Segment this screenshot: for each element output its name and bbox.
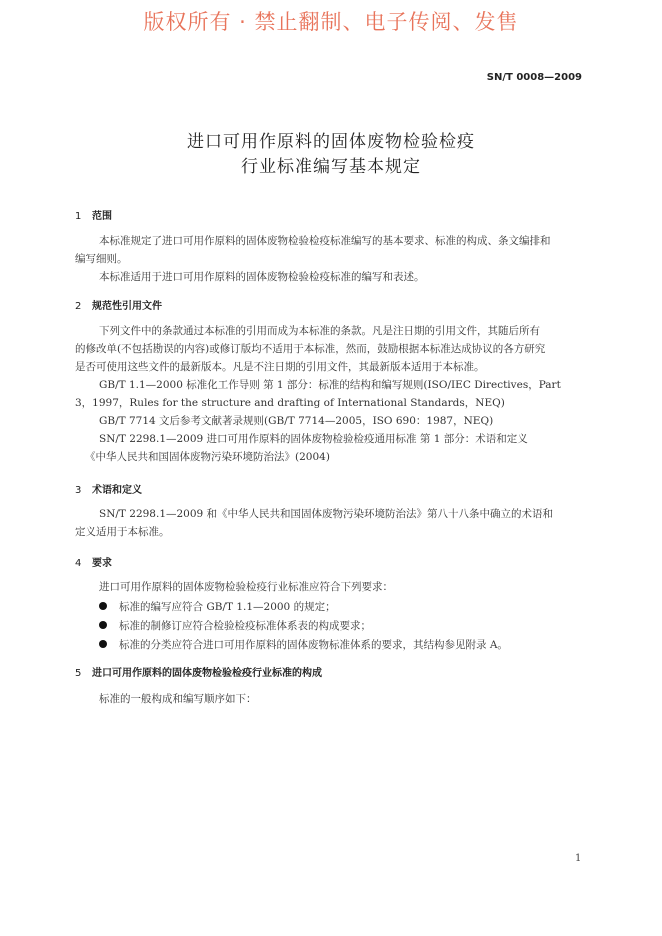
section-heading-composition bbox=[75, 664, 322, 679]
bullet-icon bbox=[99, 602, 107, 610]
paragraph-line: 定义适用于本标准。 bbox=[75, 526, 170, 538]
section-title: 范围 bbox=[92, 211, 112, 222]
paragraph-line: SN/T 2298.1—2009 和《中华人民共和国固体废物污染环境防治法》第八十八条中确立的术语和 bbox=[99, 508, 554, 520]
reference-line: 《中华人民共和国固体废物污染环境防治法》(2004) bbox=[85, 451, 330, 463]
page-number: 1 bbox=[575, 853, 582, 864]
section-number: 1 bbox=[75, 211, 82, 222]
paragraph-line: 下列文件中的条款通过本标准的引用而成为本标准的条款。凡是注日期的引用文件，其随后所有 bbox=[99, 325, 540, 337]
section-title: 要求 bbox=[92, 558, 112, 569]
list-item bbox=[99, 637, 508, 652]
paragraph-line: 进口可用作原料的固体废物检验检疫行业标准应符合下列要求： bbox=[99, 581, 393, 593]
bullet-icon bbox=[99, 640, 107, 648]
paragraph-line: 的修改单(不包括勘误的内容)或修订版均不适用于本标准，然而，鼓励根据本标准达成协议的各方研究 bbox=[75, 343, 546, 355]
section-title: 术语和定义 bbox=[92, 485, 142, 496]
section-number: 3 bbox=[75, 485, 82, 496]
document-title-line2: 行业标准编写基本规定 bbox=[241, 157, 421, 177]
bullet-icon bbox=[99, 621, 107, 629]
section-heading-scope bbox=[75, 207, 112, 222]
copyright-banner: 版权所有 · 禁止翻制、电子传阅、发售 bbox=[143, 10, 519, 34]
list-item bbox=[99, 599, 336, 614]
list-item-text: 标准的制修订应符合检验检疫标准体系表的构成要求； bbox=[119, 620, 371, 632]
section-heading-terms bbox=[75, 481, 142, 496]
list-item-text: 标准的编写应符合 GB/T 1.1—2000 的规定； bbox=[119, 601, 336, 613]
standard-number: SN/T 0008—2009 bbox=[486, 72, 582, 83]
section-title: 进口可用作原料的固体废物检验检疫行业标准的构成 bbox=[92, 668, 322, 679]
section-number: 5 bbox=[75, 668, 82, 679]
section-heading-normative-references bbox=[75, 297, 162, 312]
paragraph-line: 编写细则。 bbox=[75, 253, 128, 265]
section-title: 规范性引用文件 bbox=[92, 301, 162, 312]
reference-line: GB/T 7714 文后参考文献著录规则(GB/T 7714—2005，ISO 690：1987，NEQ) bbox=[99, 415, 494, 427]
list-item-text: 标准的分类应符合进口可用作原料的固体废物标准体系的要求，其结构参见附录 A。 bbox=[119, 639, 508, 651]
list-item bbox=[99, 618, 371, 633]
reference-line: GB/T 1.1—2000 标准化工作导则 第 1 部分：标准的结构和编写规则(ISO/IEC Directives，Part bbox=[99, 379, 561, 391]
document-title-line1: 进口可用作原料的固体废物检验检疫 bbox=[187, 132, 475, 152]
section-number: 4 bbox=[75, 558, 82, 569]
reference-line: 3，1997，Rules for the structure and drafting of International Standards，NEQ) bbox=[75, 397, 505, 409]
paragraph-line: 本标准规定了进口可用作原料的固体废物检验检疫标准编写的基本要求、标准的构成、条文编排和 bbox=[99, 235, 551, 247]
reference-line: SN/T 2298.1—2009 进口可用作原料的固体废物检验检疫通用标准 第 1 部分：术语和定义 bbox=[99, 433, 528, 445]
paragraph-line: 是否可使用这些文件的最新版本。凡是不注日期的引用文件，其最新版本适用于本标准。 bbox=[75, 361, 485, 373]
section-number: 2 bbox=[75, 301, 82, 312]
paragraph-line: 本标准适用于进口可用作原料的固体废物检验检疫标准的编写和表述。 bbox=[99, 271, 425, 283]
paragraph-line: 标准的一般构成和编写顺序如下： bbox=[99, 693, 257, 705]
section-heading-requirements bbox=[75, 554, 112, 569]
